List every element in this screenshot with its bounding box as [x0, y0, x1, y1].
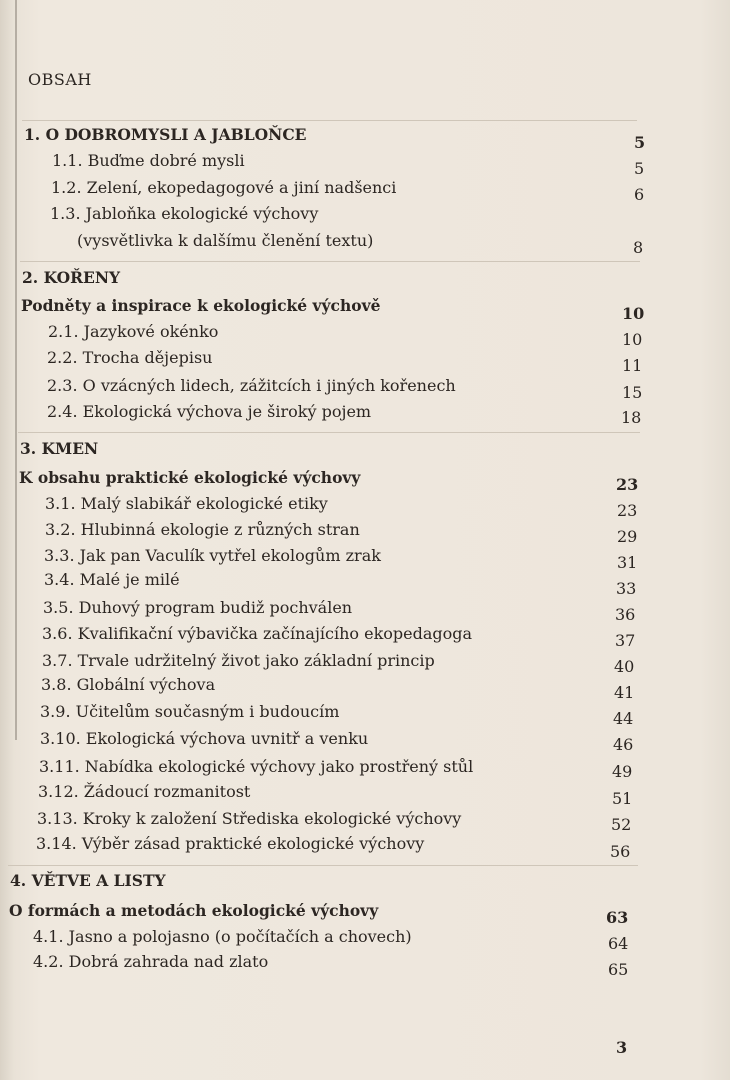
- toc-entry: 2.4. Ekologická výchova je široký pojem: [47, 402, 372, 421]
- section-divider: [8, 865, 638, 866]
- toc-page-number: 33: [616, 579, 637, 598]
- toc-entry: 3.3. Jak pan Vaculík vytřel ekologům zrak: [44, 546, 381, 565]
- chapter-page-number: 23: [616, 475, 639, 494]
- toc-entry: 3.13. Kroky k založení Střediska ekologické výchovy: [37, 809, 462, 828]
- toc-page-number: 29: [617, 527, 638, 546]
- toc-page-number: 65: [608, 960, 629, 979]
- toc-page-number: 8: [633, 238, 644, 257]
- toc-page-number: 36: [615, 605, 636, 624]
- page-edge-line: [15, 0, 17, 740]
- toc-page-number: 44: [613, 709, 634, 728]
- toc-page-number: 18: [621, 408, 642, 427]
- toc-page-number: 10: [622, 330, 643, 349]
- toc-page-number: 41: [614, 683, 635, 702]
- toc-entry: 3.11. Nabídka ekologické výchovy jako prostřený stůl: [39, 757, 474, 776]
- toc-entry: 4.2. Dobrá zahrada nad zlato: [33, 952, 269, 971]
- toc-page-number: 15: [622, 383, 643, 402]
- toc-heading: OBSAH: [28, 70, 92, 89]
- toc-entry-continuation: (vysvětlivka k dalšímu členění textu): [77, 231, 374, 250]
- chapter-page-number: 5: [634, 133, 646, 152]
- toc-page-number: 5: [634, 159, 645, 178]
- toc-entry: 3.9. Učitelům současným i budoucím: [40, 702, 340, 721]
- toc-entry: 3.12. Žádoucí rozmanitost: [38, 782, 251, 801]
- toc-entry: 2.3. O vzácných lidech, zážitcích i jiných kořenech: [47, 376, 456, 395]
- toc-entry: 3.5. Duhový program budiž pochválen: [43, 598, 353, 617]
- chapter-subtitle: O formách a metodách ekologické výchovy: [9, 901, 379, 920]
- toc-page-number: 51: [612, 789, 633, 808]
- chapter-page-number: 63: [606, 908, 629, 927]
- toc-entry: 3.1. Malý slabikář ekologické etiky: [45, 494, 328, 513]
- toc-entry: 1.2. Zelení, ekopedagogové a jiní nadšenci: [51, 178, 397, 197]
- section-divider: [20, 261, 640, 262]
- chapter-title: 1. O DOBROMYSLI A JABLOŇCE: [24, 125, 307, 144]
- chapter-subtitle: K obsahu praktické ekologické výchovy: [19, 468, 361, 487]
- toc-page-number: 11: [622, 356, 643, 375]
- toc-entry: 3.10. Ekologická výchova uvnitř a venku: [40, 729, 369, 748]
- toc-entry: 1.3. Jabloňka ekologické výchovy: [50, 204, 319, 223]
- toc-entry: 3.6. Kvalifikační výbavička začínajícího ekopedagoga: [42, 624, 473, 643]
- toc-page-number: 6: [634, 185, 645, 204]
- chapter-page-number: 10: [622, 304, 645, 323]
- toc-entry: 4.1. Jasno a polojasno (o počítačích a chovech): [33, 927, 412, 946]
- toc-entry: 3.7. Trvale udržitelný život jako základní princip: [42, 651, 435, 670]
- page-number: 3: [616, 1038, 628, 1057]
- toc-page-number: 46: [613, 735, 634, 754]
- toc-entry: 3.8. Globální výchova: [41, 675, 216, 694]
- chapter-title: 4. VĚTVE A LISTY: [10, 871, 166, 890]
- chapter-title: 2. KOŘENY: [22, 268, 121, 287]
- toc-page-number: 40: [614, 657, 635, 676]
- toc-page-number: 52: [611, 815, 632, 834]
- section-divider: [22, 120, 637, 121]
- toc-page-number: 64: [608, 934, 629, 953]
- toc-entry: 2.2. Trocha dějepisu: [47, 348, 213, 367]
- chapter-subtitle: Podněty a inspirace k ekologické výchově: [21, 296, 381, 315]
- toc-page-number: 37: [615, 631, 636, 650]
- toc-page-number: 49: [612, 762, 633, 781]
- toc-entry: 2.1. Jazykové okénko: [48, 322, 219, 341]
- chapter-title: 3. KMEN: [20, 439, 99, 458]
- section-divider: [18, 432, 640, 433]
- toc-page-number: 31: [617, 553, 638, 572]
- toc-entry: 3.2. Hlubinná ekologie z různých stran: [45, 520, 360, 539]
- toc-entry: 1.1. Buďme dobré mysli: [52, 151, 245, 170]
- toc-page-number: 23: [617, 501, 638, 520]
- toc-entry: 3.14. Výběr zásad praktické ekologické výchovy: [36, 834, 425, 853]
- toc-entry: 3.4. Malé je milé: [44, 570, 180, 589]
- toc-page-number: 56: [610, 842, 631, 861]
